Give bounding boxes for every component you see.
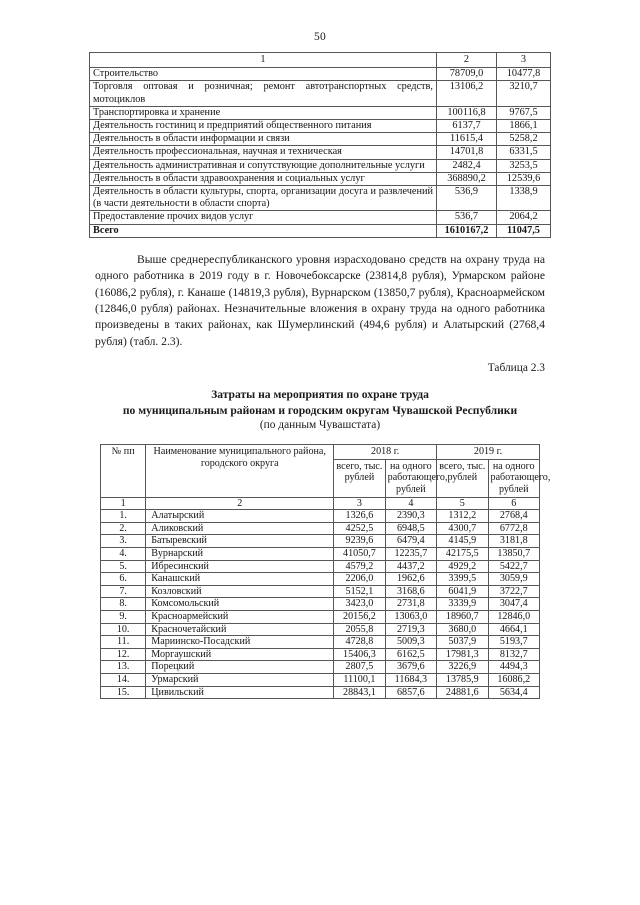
activity-value-per-worker: 3210,7 <box>497 81 551 106</box>
activity-value-per-worker: 2064,2 <box>497 211 551 224</box>
value-2019-total: 42175,5 <box>437 548 488 561</box>
value-2019-per-worker: 3722,7 <box>488 585 539 598</box>
table-row <box>90 146 551 159</box>
body-paragraph: Выше среднереспубликанского уровня израсходовано средств на охрану труда на одного работника в 2019 году в г. Новочебоксарске (23814,8 рубля), Урмарском районе (16086,2 рубля), г. Канаше (14819,3 рубля), Вурнарском (13850,7 рубля), Красноармейском (12846,0 рубля) районах. Незначительные вложения в охрану труда на одного работника произведены в таких районах, как Шумерлинский (494,6 рубля) и Алатырский (2768,4 рубля) (табл. 2.3). <box>95 252 545 348</box>
district-name: Цивильский <box>146 686 334 699</box>
table-total-row <box>90 224 551 237</box>
activity-name: Транспортировка и хранение <box>90 106 437 119</box>
value-2019-total: 24881,6 <box>437 686 488 699</box>
header-district-name: Наименование муниципального района, городского округа <box>146 445 334 497</box>
table-one-column-number-row <box>90 53 551 68</box>
value-2019-per-worker: 12846,0 <box>488 611 539 624</box>
table-row <box>101 623 540 636</box>
header-2018-per-worker: на одного работающего, рублей <box>385 459 436 497</box>
activity-value-per-worker: 6331,5 <box>497 146 551 159</box>
table-row <box>90 81 551 106</box>
value-2019-per-worker: 4664,1 <box>488 623 539 636</box>
row-index: 4. <box>101 548 146 561</box>
activity-name: Деятельность в области информации и связи <box>90 133 437 146</box>
table-row <box>90 211 551 224</box>
value-2019-total: 3339,9 <box>437 598 488 611</box>
page-number: 50 <box>314 31 326 43</box>
activity-value-total: 368890,2 <box>437 172 497 185</box>
district-name: Урмарский <box>146 673 334 686</box>
activity-value-total: 536,9 <box>437 186 497 211</box>
district-name: Порецкий <box>146 661 334 674</box>
value-2018-per-worker: 3168,6 <box>385 585 436 598</box>
table-row <box>101 598 540 611</box>
activity-value-total: 6137,7 <box>437 120 497 133</box>
column-number-6: 6 <box>488 497 539 510</box>
value-2019-per-worker: 3047,4 <box>488 598 539 611</box>
value-2018-total: 2807,5 <box>334 661 385 674</box>
activity-name: Деятельность профессиональная, научная и техническая <box>90 146 437 159</box>
row-index: 15. <box>101 686 146 699</box>
total-value-per-worker: 11047,5 <box>497 224 551 237</box>
value-2019-per-worker: 5193,7 <box>488 636 539 649</box>
value-2019-per-worker: 8132,7 <box>488 648 539 661</box>
value-2019-per-worker: 3059,9 <box>488 573 539 586</box>
district-name: Алатырский <box>146 510 334 523</box>
value-2018-per-worker: 2390,3 <box>385 510 436 523</box>
activity-name: Деятельность гостиниц и предприятий общественного питания <box>90 120 437 133</box>
row-index: 8. <box>101 598 146 611</box>
value-2018-per-worker: 13063,0 <box>385 611 436 624</box>
row-index: 2. <box>101 522 146 535</box>
value-2018-per-worker: 6162,5 <box>385 648 436 661</box>
district-name: Красноармейский <box>146 611 334 624</box>
row-index: 7. <box>101 585 146 598</box>
header-2019-total: всего, тыс. рублей <box>437 459 488 497</box>
value-2018-per-worker: 6857,6 <box>385 686 436 699</box>
value-2019-total: 3680,0 <box>437 623 488 636</box>
value-2019-total: 4300,7 <box>437 522 488 535</box>
activity-value-per-worker: 10477,8 <box>497 68 551 81</box>
value-2018-per-worker: 12235,7 <box>385 548 436 561</box>
value-2018-total: 4252,5 <box>334 522 385 535</box>
table-row <box>101 673 540 686</box>
activity-value-per-worker: 3253,5 <box>497 159 551 172</box>
table-title-line-1: Затраты на мероприятия по охране труда <box>211 388 429 402</box>
value-2019-total: 5037,9 <box>437 636 488 649</box>
value-2018-total: 28843,1 <box>334 686 385 699</box>
value-2019-per-worker: 5634,4 <box>488 686 539 699</box>
value-2018-per-worker: 1962,6 <box>385 573 436 586</box>
district-name: Мариинско-Посадский <box>146 636 334 649</box>
row-index: 10. <box>101 623 146 636</box>
activity-value-total: 536,7 <box>437 211 497 224</box>
expenses-by-district-table <box>100 444 551 699</box>
total-label: Всего <box>90 224 437 237</box>
value-2019-total: 13785,9 <box>437 673 488 686</box>
column-number-1: 1 <box>101 497 146 510</box>
value-2018-total: 20156,2 <box>334 611 385 624</box>
value-2018-total: 2055,8 <box>334 623 385 636</box>
total-value-total: 1610167,2 <box>437 224 497 237</box>
table-row <box>90 68 551 81</box>
value-2018-per-worker: 6479,4 <box>385 535 436 548</box>
activity-value-per-worker: 1338,9 <box>497 186 551 211</box>
activity-name: Торговля оптовая и розничная; ремонт автотранспортных средств, мотоциклов <box>90 81 437 106</box>
column-number-4: 4 <box>385 497 436 510</box>
table-row <box>101 548 540 561</box>
value-2019-total: 3226,9 <box>437 661 488 674</box>
activity-value-total: 14701,8 <box>437 146 497 159</box>
value-2018-total: 4728,8 <box>334 636 385 649</box>
value-2018-per-worker: 3679,6 <box>385 661 436 674</box>
value-2019-total: 17981,3 <box>437 648 488 661</box>
value-2019-total: 4929,2 <box>437 560 488 573</box>
table-row <box>101 648 540 661</box>
value-2019-total: 18960,7 <box>437 611 488 624</box>
activity-value-total: 2482,4 <box>437 159 497 172</box>
row-index: 9. <box>101 611 146 624</box>
value-2019-total: 4145,9 <box>437 535 488 548</box>
table-row <box>101 560 540 573</box>
table-row <box>101 510 540 523</box>
value-2018-total: 9239,6 <box>334 535 385 548</box>
table-row <box>90 120 551 133</box>
table-row <box>90 106 551 119</box>
row-index: 5. <box>101 560 146 573</box>
value-2018-total: 2206,0 <box>334 573 385 586</box>
value-2018-per-worker: 5009,3 <box>385 636 436 649</box>
value-2019-per-worker: 16086,2 <box>488 673 539 686</box>
value-2019-per-worker: 2768,4 <box>488 510 539 523</box>
activity-value-per-worker: 12539,6 <box>497 172 551 185</box>
table-row <box>90 159 551 172</box>
row-index: 12. <box>101 648 146 661</box>
activity-value-total: 13106,2 <box>437 81 497 106</box>
value-2018-total: 1326,6 <box>334 510 385 523</box>
table-row <box>101 611 540 624</box>
table-two-column-number-row <box>101 497 540 510</box>
column-number-2: 2 <box>437 53 497 68</box>
value-2018-per-worker: 2719,3 <box>385 623 436 636</box>
activity-value-per-worker: 9767,5 <box>497 106 551 119</box>
table-row <box>101 686 540 699</box>
table-title <box>85 374 555 418</box>
column-number-5: 5 <box>437 497 488 510</box>
table-row <box>101 661 540 674</box>
activity-name: Деятельность в области культуры, спорта, организации досуга и развлечений (в части деятельности в области спорта) <box>90 186 437 211</box>
header-2019-per-worker: на одного работающего, рублей <box>488 459 539 497</box>
activity-value-per-worker: 5258,2 <box>497 133 551 146</box>
expenses-by-activity-table <box>89 52 551 238</box>
value-2018-per-worker: 6948,5 <box>385 522 436 535</box>
value-2019-total: 6041,9 <box>437 585 488 598</box>
district-name: Красночетайский <box>146 623 334 636</box>
value-2018-per-worker: 4437,2 <box>385 560 436 573</box>
table-row <box>101 636 540 649</box>
district-name: Ибресинский <box>146 560 334 573</box>
activity-name: Деятельность в области здравоохранения и социальных услуг <box>90 172 437 185</box>
table-row <box>101 573 540 586</box>
row-index: 14. <box>101 673 146 686</box>
header-number: № пп <box>101 445 146 497</box>
district-name: Козловский <box>146 585 334 598</box>
header-year-2019: 2019 г. <box>437 445 540 460</box>
value-2018-total: 3423,0 <box>334 598 385 611</box>
column-number-1: 1 <box>90 53 437 68</box>
district-name: Вурнарский <box>146 548 334 561</box>
district-name: Комсомольский <box>146 598 334 611</box>
activity-value-per-worker: 1866,1 <box>497 120 551 133</box>
table-row <box>90 172 551 185</box>
table-row <box>90 186 551 211</box>
value-2018-total: 5152,1 <box>334 585 385 598</box>
table-subtitle: (по данным Чувашстата) <box>259 419 381 432</box>
activity-name: Строительство <box>90 68 437 81</box>
value-2019-per-worker: 13850,7 <box>488 548 539 561</box>
value-2018-total: 15406,3 <box>334 648 385 661</box>
row-index: 13. <box>101 661 146 674</box>
value-2019-total: 1312,2 <box>437 510 488 523</box>
value-2019-per-worker: 5422,7 <box>488 560 539 573</box>
table-row <box>101 585 540 598</box>
table-two-body <box>101 510 540 699</box>
value-2018-per-worker: 2731,8 <box>385 598 436 611</box>
activity-name: Предоставление прочих видов услуг <box>90 211 437 224</box>
value-2019-per-worker: 3181,8 <box>488 535 539 548</box>
column-number-3: 3 <box>334 497 385 510</box>
activity-value-total: 78709,0 <box>437 68 497 81</box>
activity-name: Деятельность административная и сопутствующие дополнительные услуги <box>90 159 437 172</box>
district-name: Моргаушский <box>146 648 334 661</box>
row-index: 6. <box>101 573 146 586</box>
value-2018-total: 4579,2 <box>334 560 385 573</box>
district-name: Батыревский <box>146 535 334 548</box>
column-number-2: 2 <box>146 497 334 510</box>
table-two-head <box>101 445 551 510</box>
value-2019-total: 3399,5 <box>437 573 488 586</box>
activity-value-total: 100116,8 <box>437 106 497 119</box>
table-row <box>101 535 540 548</box>
activity-value-total: 11615,4 <box>437 133 497 146</box>
value-2018-total: 41050,7 <box>334 548 385 561</box>
table-row <box>101 522 540 535</box>
table-caption-number: Таблица 2.3 <box>487 362 545 375</box>
value-2019-per-worker: 4494,3 <box>488 661 539 674</box>
value-2019-per-worker: 6772,8 <box>488 522 539 535</box>
table-two-header-row-1 <box>101 445 540 460</box>
value-2018-total: 11100,1 <box>334 673 385 686</box>
header-2018-total: всего, тыс. рублей <box>334 459 385 497</box>
district-name: Аликовский <box>146 522 334 535</box>
district-name: Канашский <box>146 573 334 586</box>
row-index: 11. <box>101 636 146 649</box>
value-2018-per-worker: 11684,3 <box>385 673 436 686</box>
header-year-2018: 2018 г. <box>334 445 437 460</box>
table-row <box>90 133 551 146</box>
column-number-3: 3 <box>497 53 551 68</box>
row-index: 1. <box>101 510 146 523</box>
row-index: 3. <box>101 535 146 548</box>
table-one-body <box>90 53 551 238</box>
table-title-line-2: по муниципальным районам и городским округам Чувашской Республики <box>122 403 518 417</box>
